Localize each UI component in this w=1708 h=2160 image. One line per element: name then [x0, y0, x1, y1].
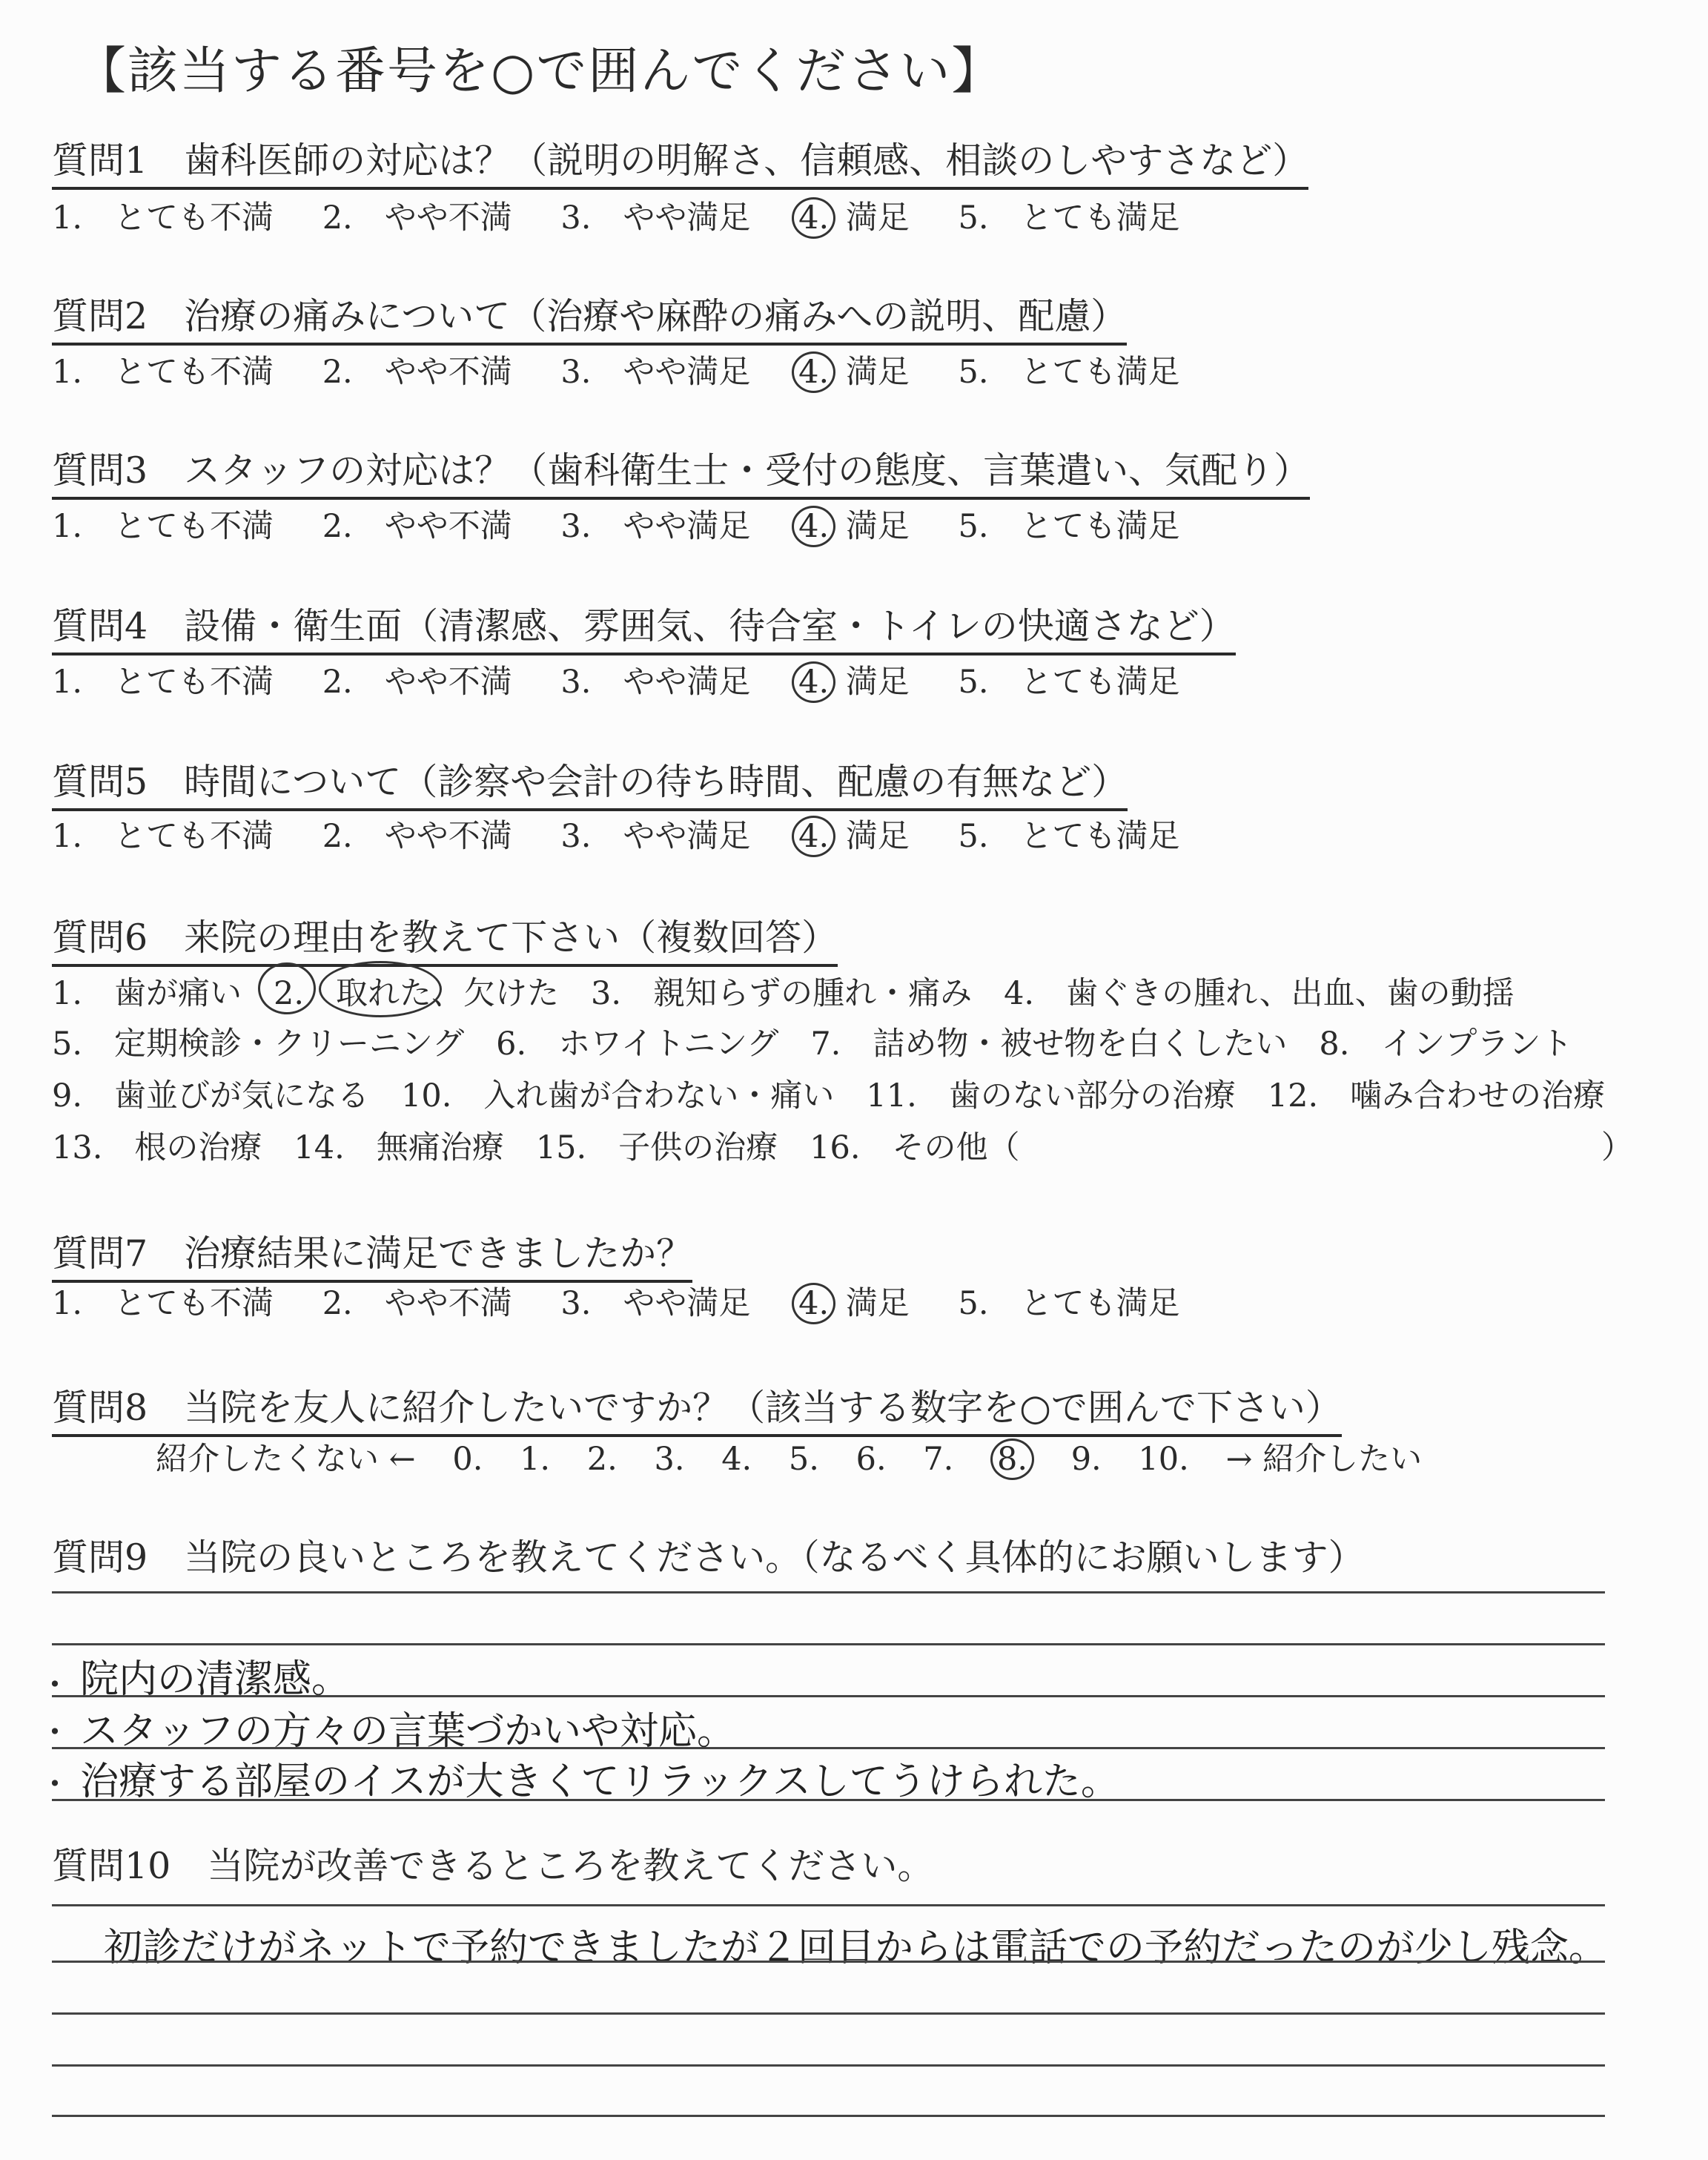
selection-circle: 4.: [792, 506, 835, 547]
answer-line: [52, 2115, 1605, 2117]
answer-line: [52, 1695, 1605, 1697]
question-3-heading: 質問3 スタッフの対応は？（歯科衛生士・受付の態度、言葉遣い、気配り）: [52, 442, 1310, 500]
answer-line: [52, 2064, 1605, 2067]
selection-circle-2: [258, 962, 316, 1014]
option-2[interactable]: 2. やや不満: [322, 508, 512, 545]
option-3[interactable]: 3. やや満足: [560, 818, 751, 855]
option-3[interactable]: 3. やや満足: [560, 199, 751, 237]
selection-circle: 4.: [792, 816, 835, 857]
question-7-heading: 質問7 治療結果に満足できましたか？: [52, 1225, 692, 1283]
option-3[interactable]: 3. やや満足: [560, 1285, 751, 1322]
question-6-line-2: 5. 定期検診・クリーニング 6. ホワイトニング 7. 詰め物・被せ物を白くしたい 8. インプラント: [52, 1025, 1573, 1063]
option-1[interactable]: 1. とても不満: [52, 354, 274, 391]
q9-answer-3[interactable]: 治療する部屋のイスが大きくてリラックスしてうけられた。: [80, 1760, 1119, 1804]
option-2[interactable]: 2. やや不満: [322, 1285, 512, 1322]
option-2[interactable]: 2. やや不満: [322, 818, 512, 855]
selection-circle: 4.: [792, 351, 835, 393]
option-5[interactable]: 5. とても満足: [958, 818, 1180, 855]
option-2[interactable]: 2. やや不満: [322, 354, 512, 391]
question-9-heading: 質問9 当院の良いところを教えてください。（なるべく具体的にお願いします）: [52, 1536, 1365, 1579]
option-4-selected[interactable]: 4. 満足: [799, 1278, 910, 1324]
selection-circle: 4.: [792, 1283, 835, 1324]
question-6-line-3: 9. 歯並びが気になる 10. 入れ歯が合わない・痛い 11. 歯のない部分の治療 12. 噛み合わせの治療: [52, 1077, 1606, 1114]
scale-4[interactable]: 4.: [721, 1441, 752, 1478]
option-5[interactable]: 5. とても満足: [958, 664, 1180, 701]
option-1[interactable]: 1. とても不満: [52, 818, 274, 855]
scale-1[interactable]: 1.: [520, 1441, 551, 1478]
scale-9[interactable]: 9.: [1070, 1441, 1102, 1478]
option-1[interactable]: 1. とても不満: [52, 508, 274, 545]
bullet: ・: [39, 1766, 71, 1803]
scale-3[interactable]: 3.: [654, 1441, 685, 1478]
scale-10[interactable]: 10.: [1138, 1441, 1189, 1478]
question-2-heading: 質問2 治療の痛みについて（治療や麻酔の痛みへの説明、配慮）: [52, 288, 1127, 346]
q10-answer[interactable]: 初診だけがネットで予約できましたが２回目からは電話での予約だったのが少し残念。: [104, 1926, 1608, 1970]
question-1-options: [52, 193, 1219, 239]
answer-line: [52, 1904, 1605, 1906]
scale-0[interactable]: 0.: [452, 1441, 483, 1478]
answer-line: [52, 1591, 1605, 1593]
option-2[interactable]: 2. やや不満: [322, 199, 512, 237]
option-3[interactable]: 3. やや満足: [560, 354, 751, 391]
option-4-selected[interactable]: 4. 満足: [799, 657, 910, 703]
scale-7[interactable]: 7.: [923, 1441, 954, 1478]
answer-line: [52, 1799, 1605, 1801]
option-5[interactable]: 5. とても満足: [958, 1285, 1180, 1322]
answer-line: [52, 1643, 1605, 1645]
question-4-options: [52, 657, 1219, 703]
page-title: 【該当する番号を○で囲んでください】: [76, 42, 1004, 101]
option-4-selected[interactable]: 4. 満足: [799, 501, 910, 547]
option-1[interactable]: 1. とても不満: [52, 1285, 274, 1322]
question-10-heading: 質問10 当院が改善できるところを教えてください。: [52, 1845, 934, 1887]
option-2[interactable]: 2. やや不満: [322, 664, 512, 701]
question-4-heading: 質問4 設備・衛生面（清潔感、雰囲気、待合室・トイレの快適さなど）: [52, 598, 1236, 655]
option-5[interactable]: 5. とても満足: [958, 199, 1180, 237]
question-6-line-1: 1. 歯が痛い 2. 取れた、欠けた 3. 親知らずの腫れ・痛み 4. 歯ぐきの腫れ、出血、歯の動揺: [52, 975, 1515, 1012]
question-8-heading: 質問8 当院を友人に紹介したいですか？（該当する数字を○で囲んで下さい）: [52, 1379, 1342, 1437]
question-6-heading: 質問6 来院の理由を教えて下さい（複数回答）: [52, 909, 838, 967]
question-5-heading: 質問5 時間について（診察や会計の待ち時間、配慮の有無など）: [52, 753, 1128, 811]
option-3[interactable]: 3. やや満足: [560, 508, 751, 545]
question-5-options: [52, 811, 1219, 857]
option-5[interactable]: 5. とても満足: [958, 354, 1180, 391]
scale-2[interactable]: 2.: [586, 1441, 618, 1478]
option-4-selected[interactable]: 4. 満足: [799, 193, 910, 239]
answer-line: [52, 1747, 1605, 1749]
question-1-heading: 質問1 歯科医師の対応は？（説明の明解さ、信頼感、相談のしやすさなど）: [52, 132, 1308, 190]
option-5[interactable]: 5. とても満足: [958, 508, 1180, 545]
option-4-selected[interactable]: 4. 満足: [799, 811, 910, 857]
scale-right-label: → 紹介したい: [1225, 1441, 1423, 1478]
answer-line: [52, 2012, 1605, 2015]
question-6-line-4: 13. 根の治療 14. 無痛治療 15. 子供の治療 16. その他（: [52, 1129, 1020, 1166]
question-7-options: [52, 1278, 1219, 1324]
question-6-other-close: ）: [1601, 1129, 1633, 1166]
option-3[interactable]: 3. やや満足: [560, 664, 751, 701]
scale-6[interactable]: 6.: [855, 1441, 887, 1478]
scale-left-label: 紹介したくない ←: [156, 1441, 416, 1478]
bullet: ・: [39, 1666, 71, 1704]
q9-answer-1[interactable]: 院内の清潔感。: [80, 1657, 351, 1702]
selection-circle: 4.: [792, 197, 835, 239]
answer-line: [52, 1961, 1605, 1963]
option-4-selected[interactable]: 4. 満足: [799, 347, 910, 393]
selection-circle: 4.: [792, 661, 835, 703]
bullet: ・: [39, 1714, 71, 1751]
scale-5[interactable]: 5.: [788, 1441, 819, 1478]
option-1[interactable]: 1. とても不満: [52, 664, 274, 701]
question-2-options: [52, 347, 1219, 393]
selection-circle-toreta: [319, 961, 442, 1017]
q9-answer-2[interactable]: スタッフの方々の言葉づかいや対応。: [80, 1709, 736, 1754]
recommend-scale: [156, 1434, 1449, 1480]
question-3-options: [52, 501, 1219, 547]
option-1[interactable]: 1. とても不満: [52, 199, 274, 237]
scale-8-selected[interactable]: 8.: [990, 1439, 1034, 1480]
